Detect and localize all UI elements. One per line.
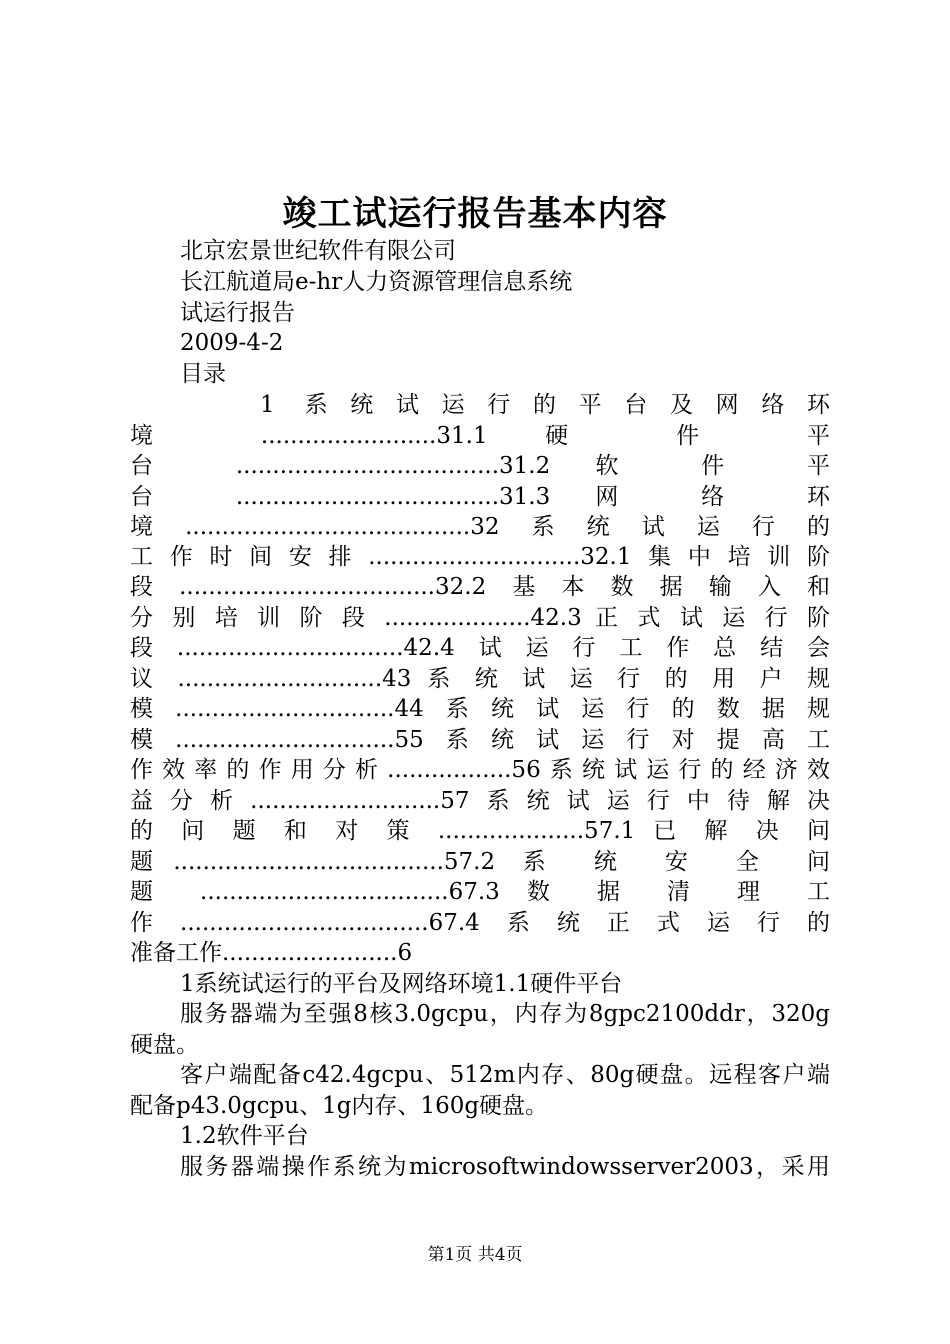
- toc-line: 题 ..................................67.3 数 据 清 理 工: [130, 879, 830, 905]
- toc-line: 境.......................................32系统试运行的: [130, 514, 830, 540]
- toc-line: 准备工作........................6: [130, 940, 413, 966]
- toc-line: 益分析..........................57系统试运行中待解决: [130, 788, 830, 814]
- company-name: 北京宏景世纪软件有限公司: [180, 238, 456, 264]
- toc-heading: 目录: [180, 361, 226, 387]
- paragraph-line: 硬盘。: [130, 1032, 199, 1058]
- toc-line: 境 ........................31.1 硬 件 平: [130, 423, 830, 449]
- subsection-heading: 1.2软件平台: [180, 1123, 309, 1149]
- section-heading: 1系统试运行的平台及网络环境1.1硬件平台: [180, 971, 623, 997]
- paragraph-line: 服务器端操作系统为microsoftwindowsserver2003，采用: [180, 1154, 830, 1180]
- paragraph-line: 客户端配备c42.4gcpu、512m内存、80g硬盘。远程客户端: [180, 1062, 830, 1088]
- page-footer: 第1页 共4页: [427, 1245, 523, 1265]
- toc-line: 作..................................67.4系统正式运行的: [130, 910, 830, 936]
- toc-line: 作效率的作用分析.................56系统试运行的经济效: [130, 757, 830, 783]
- document-title: 竣工试运行报告基本内容: [282, 194, 668, 234]
- toc-line: 段...................................32.2基本数据输入和: [130, 574, 830, 600]
- toc-line: 1 系统试运行的平台及网络环: [260, 392, 830, 418]
- system-name: 长江航道局e-hr人力资源管理信息系统: [180, 269, 573, 295]
- toc-line: 的 问 题 和 对 策 ....................57.1 已 解 决 问: [130, 818, 830, 844]
- toc-line: 段...............................42.4试运行工作总结会: [130, 635, 830, 661]
- paragraph-line: 服务器端为至强8核3.0gcpu，内存为8gpc2100ddr，320g: [180, 1001, 830, 1027]
- doc-type: 试运行报告: [180, 300, 295, 326]
- paragraph-line: 配备p43.0gcpu、1g内存、160g硬盘。: [130, 1093, 549, 1119]
- toc-line: 台 ....................................31.3 网 络 环: [130, 484, 830, 510]
- toc-line: 议 ............................43 系 统 试 运 行 的 用 户 规: [130, 666, 830, 692]
- toc-line: 工作时间安排.............................32.1集中培训阶: [130, 544, 830, 570]
- toc-line: 台 ....................................31.2 软 件 平: [130, 453, 830, 479]
- toc-line: 题.....................................57.2 系 统 安 全 问: [130, 849, 830, 875]
- toc-line: 分 别 培 训 阶 段 ....................42.3 正 式 试 运 行 阶: [130, 605, 830, 631]
- toc-line: 模..............................55系统试运行对提高工: [130, 727, 830, 753]
- doc-date: 2009-4-2: [180, 330, 284, 356]
- toc-line: 模..............................44系统试运行的数据规: [130, 696, 830, 722]
